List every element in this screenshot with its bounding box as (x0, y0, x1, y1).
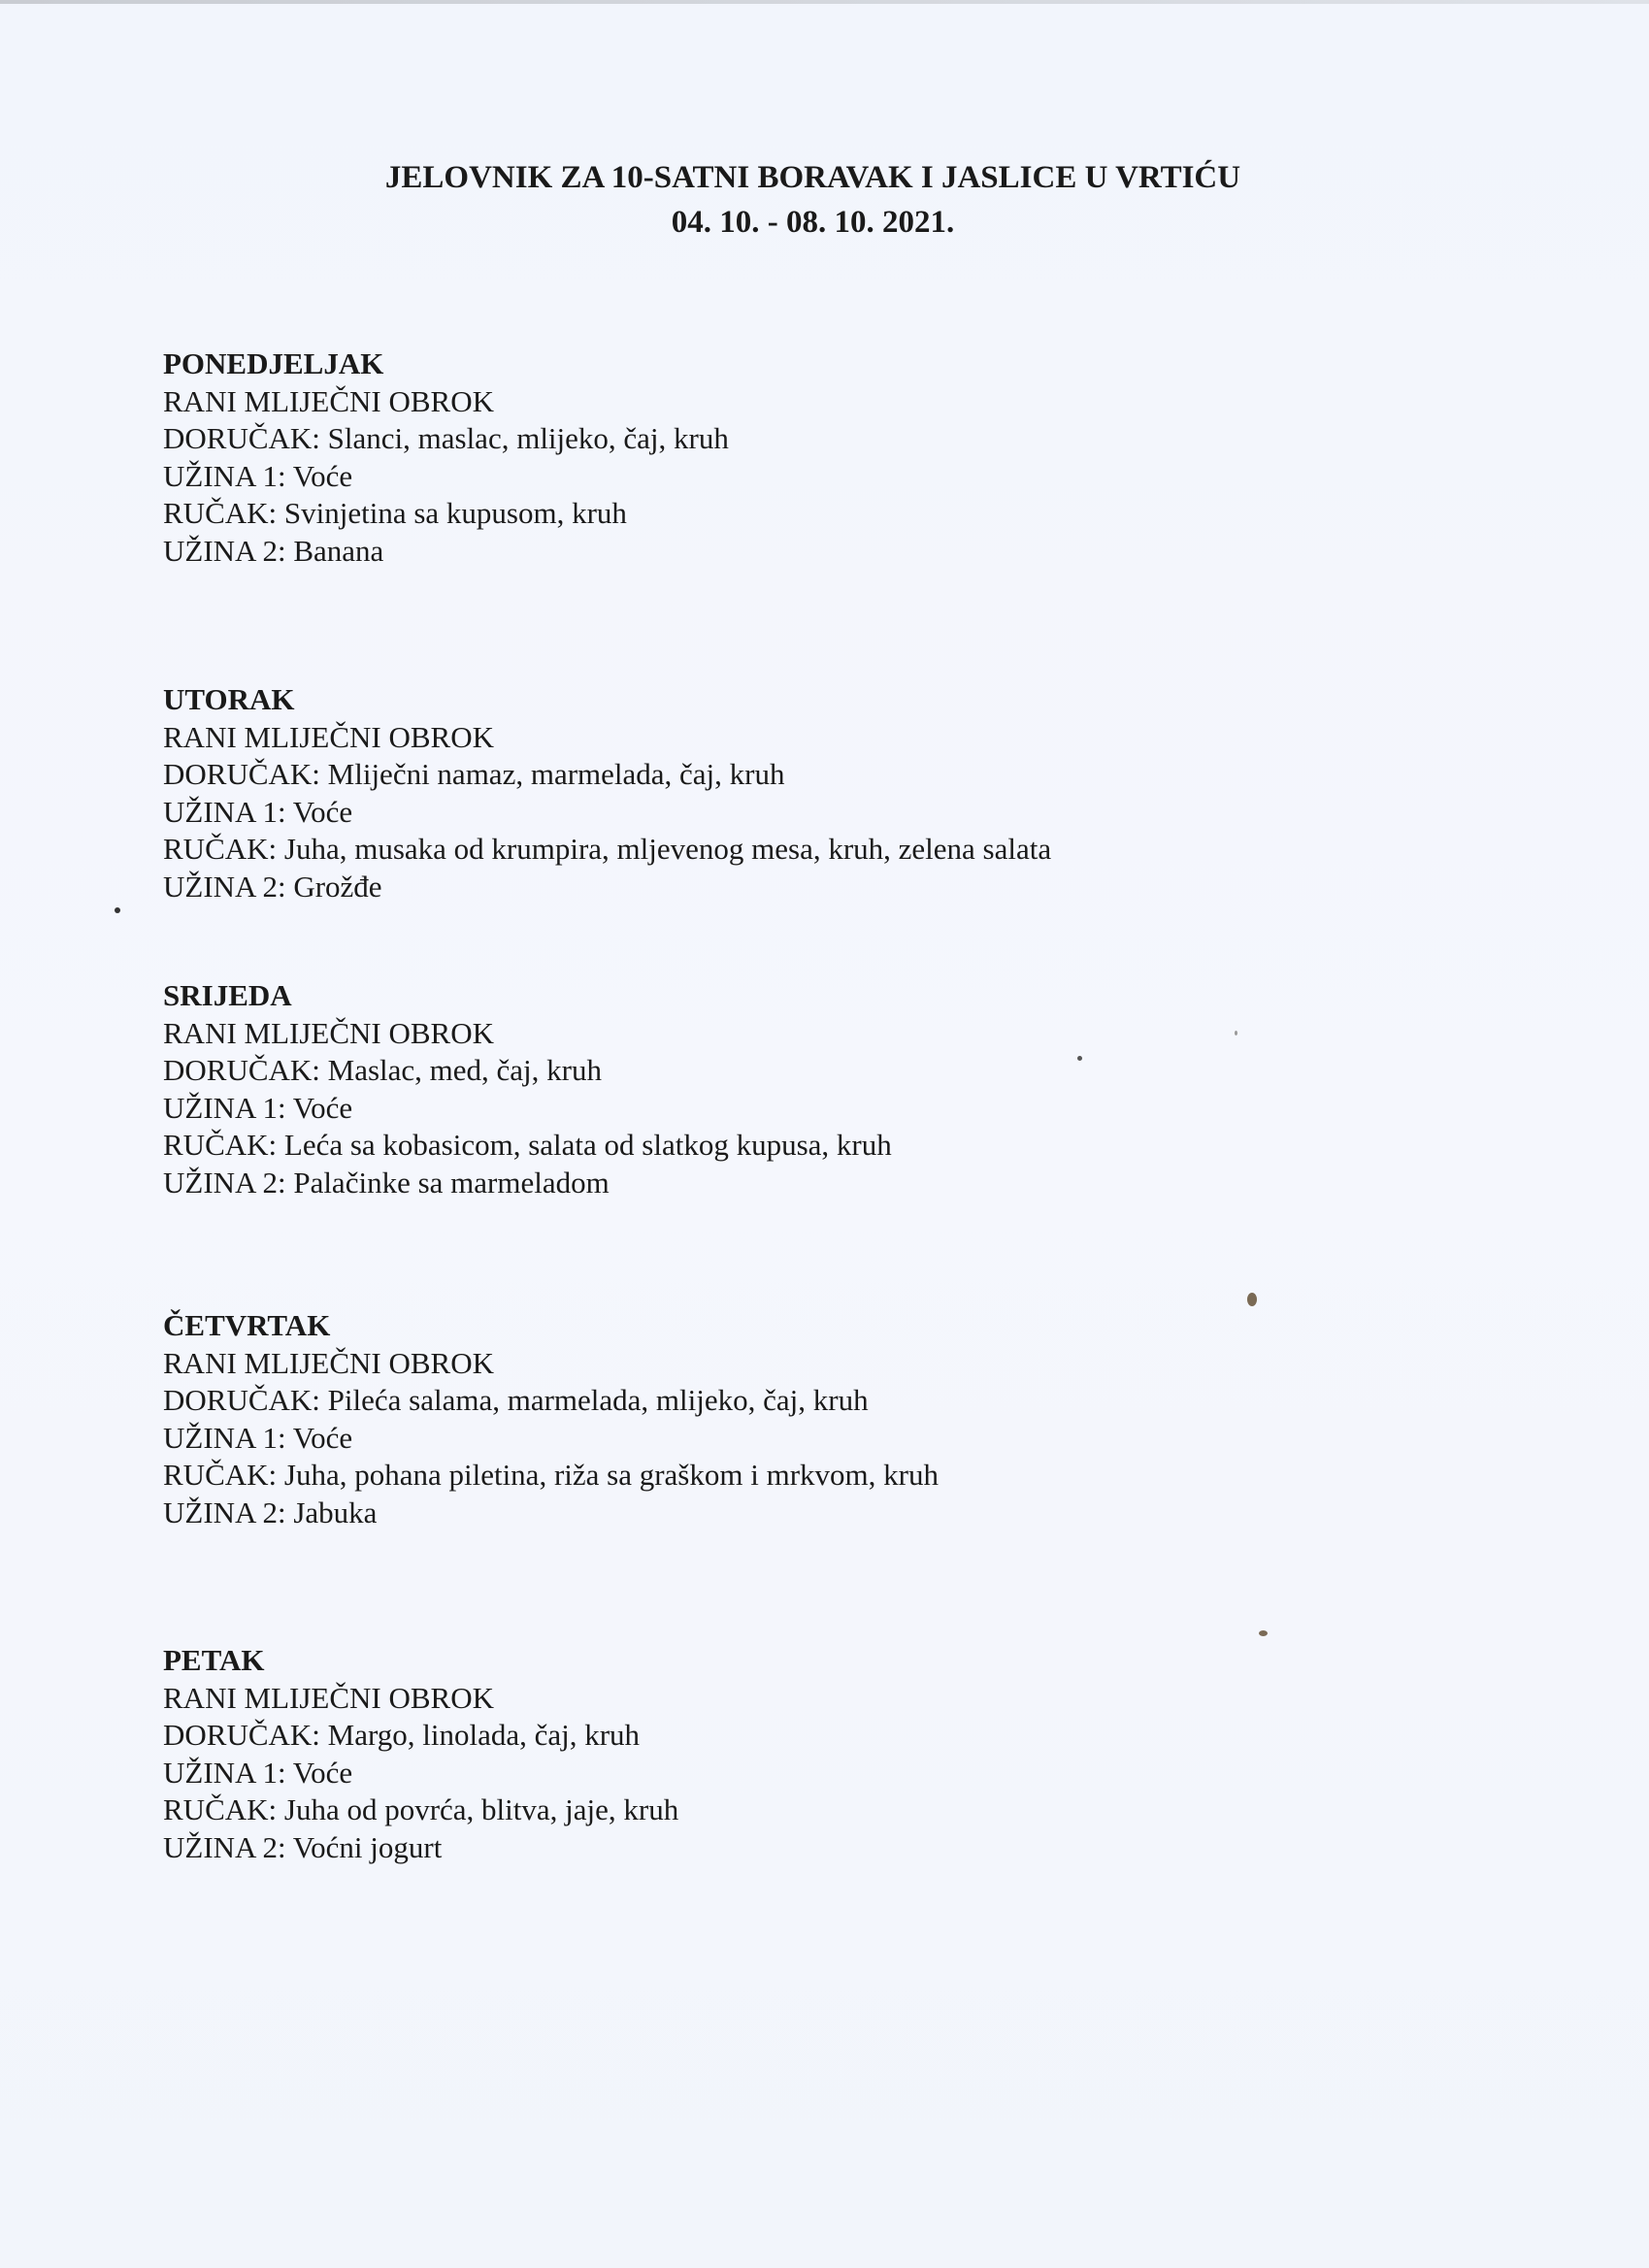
day-friday (163, 1642, 1425, 1866)
meal-early-milk: RANI MLIJEČNI OBROK (163, 1015, 494, 1050)
day-name: ČETVRTAK (163, 1308, 331, 1342)
menu-header (0, 155, 1626, 245)
meal-lunch: RUČAK: Juha od povrća, blitva, jaje, kruh (163, 1792, 679, 1826)
meal-breakfast: DORUČAK: Maslac, med, čaj, kruh (163, 1053, 602, 1087)
day-thursday (163, 1307, 1425, 1531)
scan-edge (0, 0, 1649, 4)
day-tuesday (163, 681, 1425, 905)
meal-lunch: RUČAK: Juha, pohana piletina, riža sa graškom i mrkvom, kruh (163, 1458, 939, 1492)
meal-lunch: RUČAK: Svinjetina sa kupusom, kruh (163, 496, 627, 530)
day-wednesday (163, 977, 1425, 1201)
meal-lunch: RUČAK: Juha, musaka od krumpira, mljevenog mesa, kruh, zelena salata (163, 832, 1052, 866)
scan-speck (1235, 1031, 1237, 1035)
day-name: SRIJEDA (163, 978, 292, 1012)
meal-snack-1: UŽINA 1: Voće (163, 794, 353, 829)
meal-snack-2: UŽINA 2: Palačinke sa marmeladom (163, 1165, 610, 1200)
meal-snack-2: UŽINA 2: Jabuka (163, 1495, 378, 1529)
menu-dates: 04. 10. - 08. 10. 2021. (671, 205, 955, 240)
scan-speck (115, 907, 120, 913)
meal-lunch: RUČAK: Leća sa kobasicom, salata od slatkog kupusa, kruh (163, 1128, 892, 1162)
meal-breakfast: DORUČAK: Mliječni namaz, marmelada, čaj, kruh (163, 757, 785, 791)
meal-early-milk: RANI MLIJEČNI OBROK (163, 719, 494, 754)
meal-snack-2: UŽINA 2: Grožđe (163, 869, 382, 904)
meal-breakfast: DORUČAK: Slanci, maslac, mlijeko, čaj, kruh (163, 421, 729, 455)
menu-title: JELOVNIK ZA 10-SATNI BORAVAK I JASLICE U VRTIĆU (384, 160, 1241, 195)
day-name: PETAK (163, 1643, 265, 1677)
meal-early-milk: RANI MLIJEČNI OBROK (163, 1345, 494, 1380)
scan-speck (1077, 1056, 1082, 1061)
meal-snack-2: UŽINA 2: Banana (163, 533, 384, 568)
meal-early-milk: RANI MLIJEČNI OBROK (163, 383, 494, 418)
meal-snack-1: UŽINA 1: Voće (163, 1090, 353, 1125)
scan-speck (1259, 1630, 1268, 1636)
meal-breakfast: DORUČAK: Margo, linolada, čaj, kruh (163, 1718, 641, 1752)
meal-snack-1: UŽINA 1: Voće (163, 458, 353, 493)
scan-speck (1247, 1293, 1257, 1306)
meal-early-milk: RANI MLIJEČNI OBROK (163, 1680, 494, 1715)
meal-snack-1: UŽINA 1: Voće (163, 1420, 353, 1455)
day-monday (163, 345, 1425, 570)
day-name: UTORAK (163, 682, 295, 716)
day-name: PONEDJELJAK (163, 346, 384, 380)
meal-breakfast: DORUČAK: Pileća salama, marmelada, mlijeko, čaj, kruh (163, 1383, 869, 1417)
meal-snack-1: UŽINA 1: Voće (163, 1755, 353, 1790)
meal-snack-2: UŽINA 2: Voćni jogurt (163, 1829, 443, 1864)
